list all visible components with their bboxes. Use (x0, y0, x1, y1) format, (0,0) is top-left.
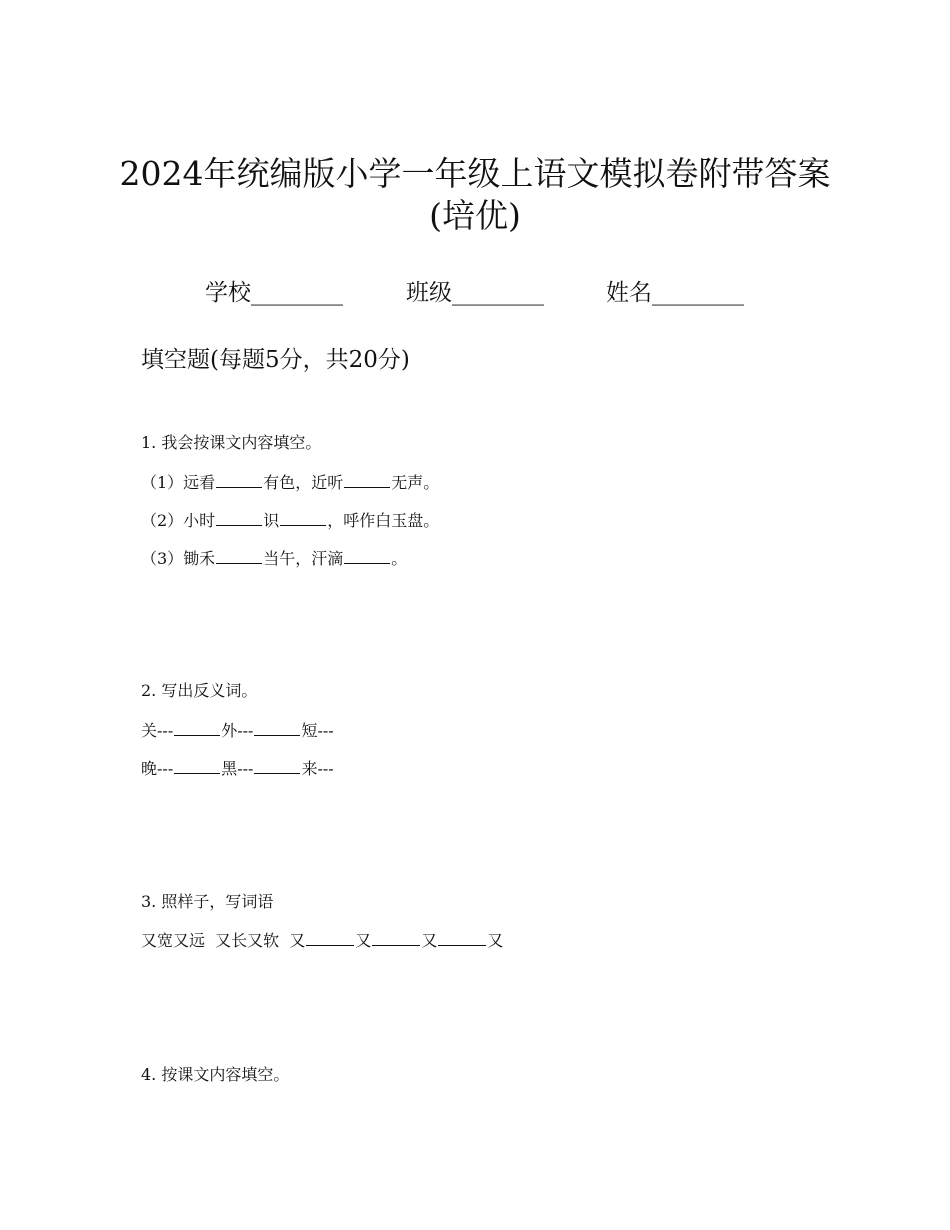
q1-l1-part-b: 有色，近听 (263, 473, 344, 492)
q2-r1-b: 外--- (221, 721, 254, 740)
answer-blank[interactable] (372, 929, 420, 946)
q2-r1-c: 短--- (301, 721, 334, 740)
q1-l3-part-c: 。 (391, 549, 408, 568)
q1-l1-part-c: 无声。 (391, 473, 440, 492)
answer-blank[interactable] (254, 719, 300, 736)
question-1-line-2 (141, 509, 439, 532)
answer-blank[interactable] (280, 509, 326, 526)
q1-l2-part-a: （2）小时 (141, 511, 216, 530)
q3-you-3: 又 (487, 931, 504, 950)
answer-blank[interactable] (216, 471, 262, 488)
question-1-stem: 1. 我会按课文内容填空。 (141, 433, 322, 452)
question-1-line-1 (141, 471, 439, 494)
answer-blank[interactable] (174, 757, 220, 774)
answer-blank[interactable] (344, 471, 390, 488)
q2-r2-b: 黑--- (221, 759, 254, 778)
q1-l3-part-b: 当午，汗滴 (263, 549, 344, 568)
question-4-stem: 4. 按课文内容填空。 (141, 1065, 290, 1084)
question-1-line-3 (141, 547, 407, 570)
answer-blank[interactable] (438, 929, 486, 946)
answer-blank[interactable] (254, 757, 300, 774)
question-3-stem: 3. 照样子，写词语 (141, 892, 274, 911)
title-line-2: (培优) (429, 196, 521, 235)
answer-blank[interactable] (216, 547, 262, 564)
answer-blank[interactable] (216, 509, 262, 526)
title-line-1: 2024年统编版小学一年级上语文模拟卷附带答案 (119, 154, 831, 193)
q1-l3-part-a: （3）锄禾 (141, 549, 216, 568)
question-2-row-2 (141, 757, 334, 780)
school-field: 学校________ (205, 280, 343, 306)
answer-blank[interactable] (174, 719, 220, 736)
question-2-row-1 (141, 719, 334, 742)
answer-blank[interactable] (344, 547, 390, 564)
name-field: 姓名________ (606, 280, 744, 306)
q1-l1-part-a: （1）远看 (141, 473, 216, 492)
q3-example: 又宽又远 又长又软 又 (141, 931, 306, 950)
q3-you-2: 又 (421, 931, 438, 950)
class-field: 班级________ (406, 280, 544, 306)
q1-l2-part-b: 识 (263, 511, 280, 530)
q2-r2-a: 晚--- (141, 759, 174, 778)
section-heading: 填空题(每题5分，共20分) (141, 347, 410, 373)
q3-you-1: 又 (355, 931, 372, 950)
question-2-stem: 2. 写出反义词。 (141, 681, 258, 700)
question-3-example-row (141, 929, 503, 952)
q2-r1-a: 关--- (141, 721, 174, 740)
q2-r2-c: 来--- (301, 759, 334, 778)
q1-l2-part-c: ，呼作白玉盘。 (327, 511, 440, 530)
answer-blank[interactable] (306, 929, 354, 946)
